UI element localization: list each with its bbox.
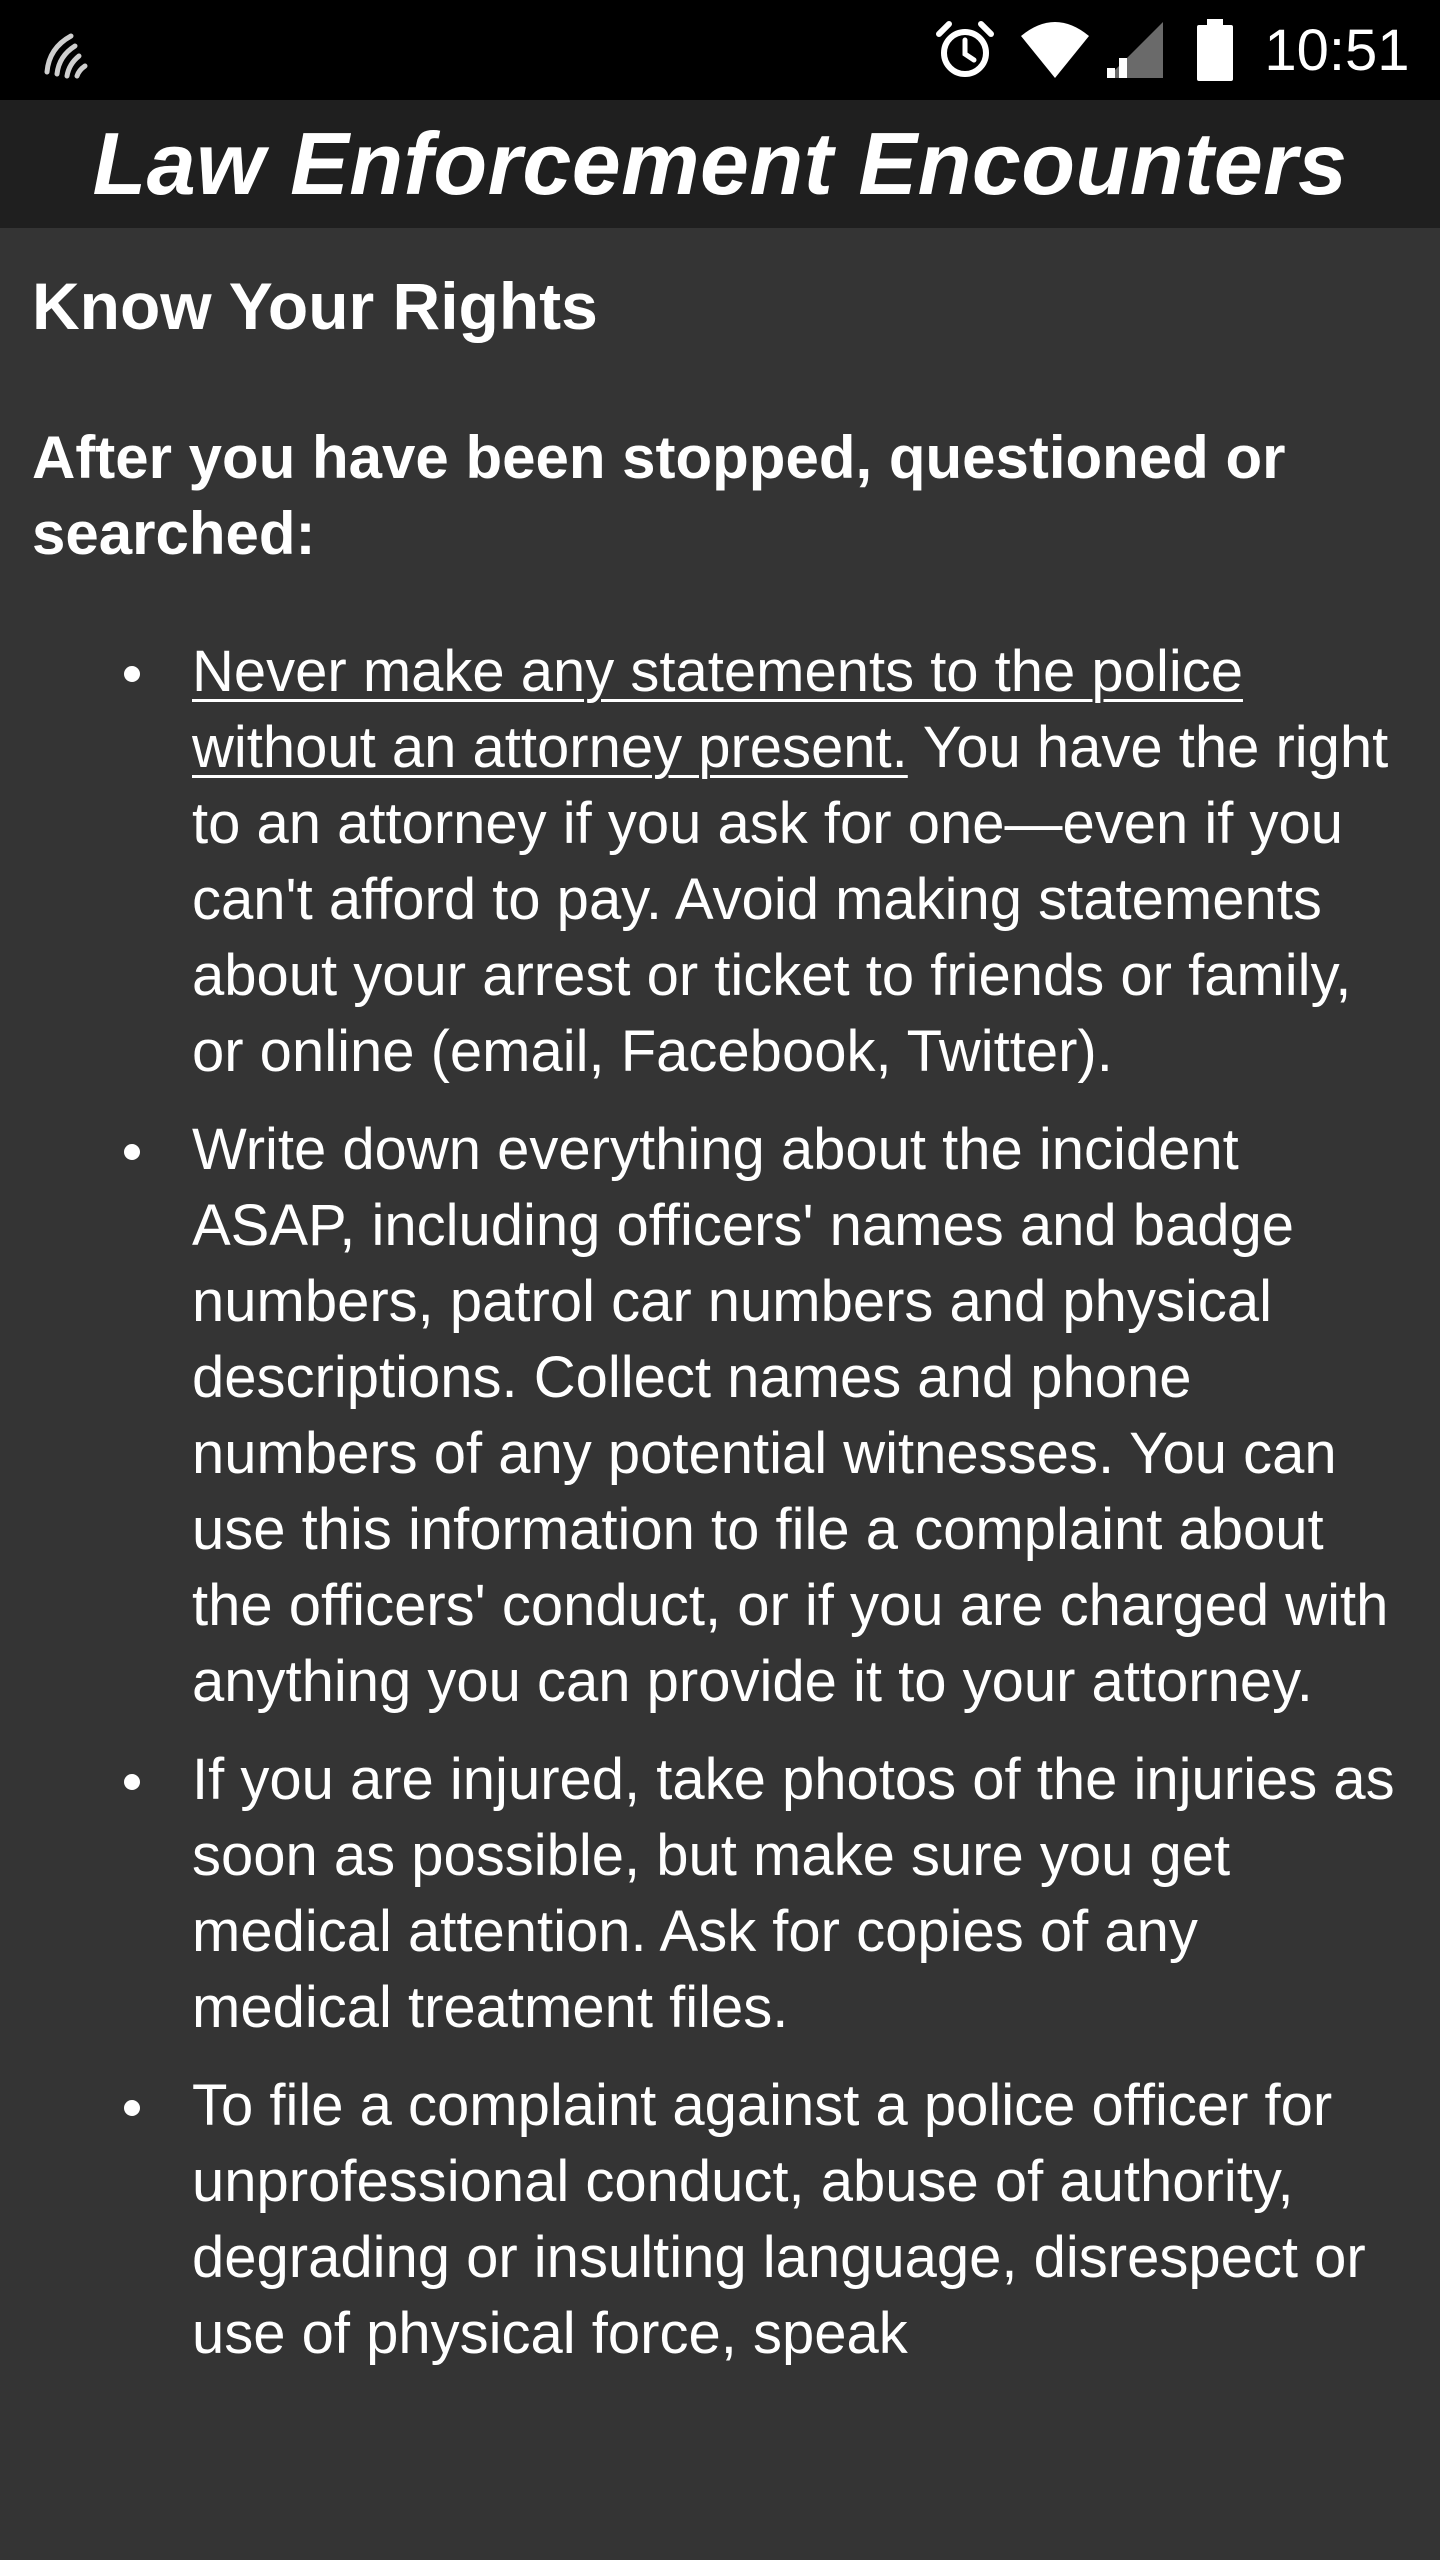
wifi-calling-icon — [34, 0, 104, 100]
bullet-icon — [124, 666, 140, 682]
list-item — [0, 1112, 1440, 1720]
battery-icon — [1190, 0, 1240, 100]
rights-list — [0, 634, 1440, 2394]
signal-icon — [1100, 0, 1170, 100]
list-item — [0, 634, 1440, 1090]
bullet-icon — [124, 1774, 140, 1790]
list-item — [0, 1742, 1440, 2046]
list-item-text: To file a complaint against a police officer for unprofessional conduct, abuse of authority, degrading or insulting language, disrespect or use of physical force, speak — [192, 2073, 1366, 2366]
status-bar — [0, 0, 1440, 100]
content-scroll-area[interactable] — [0, 228, 1440, 2560]
page-title: Law Enforcement Encounters — [92, 114, 1348, 213]
list-item-emphasis: Never make any statements to the police without an attorney present. — [192, 639, 1243, 780]
sub-heading: After you have been stopped, questioned or searched: — [32, 424, 1286, 567]
list-item-text: You have the right to an attorney if you ask for one—even if you can't afford to pay. Avoid making statements about your arrest or ticket to friends or family, or online (email, Facebook, Twitter). — [192, 715, 1389, 1084]
app-title-bar — [0, 100, 1440, 228]
bullet-icon — [124, 2100, 140, 2116]
status-time: 10:51 — [1264, 17, 1410, 83]
alarm-icon — [930, 0, 1000, 100]
list-item-text: Write down everything about the incident ASAP, including officers' names and badge numbers, patrol car numbers and physical descriptions. Collect names and phone numbers of any potential witnesses. You can use this information to file a complaint about the officers' conduct, or if you are charged with anything you can provide it to your attorney. — [192, 1117, 1389, 1714]
list-item — [0, 2068, 1440, 2372]
list-item-text: If you are injured, take photos of the injuries as soon as possible, but make sure you get medical attention. Ask for copies of any medical treatment files. — [192, 1747, 1395, 2040]
section-heading: Know Your Rights — [32, 269, 598, 343]
bullet-icon — [124, 1144, 140, 1160]
wifi-icon — [1010, 0, 1100, 100]
